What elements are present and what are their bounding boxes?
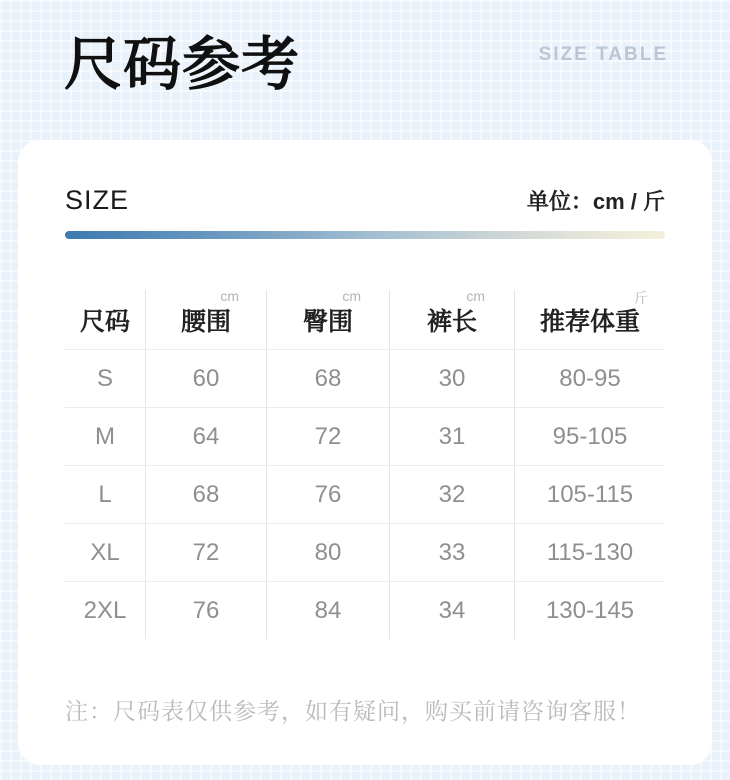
header-cell-length (389, 287, 514, 349)
header-cell-hip (266, 287, 389, 349)
cell-hip: 68 (266, 350, 389, 407)
cell-hip: 72 (266, 408, 389, 465)
cell-length: 30 (389, 350, 514, 407)
size-card (18, 140, 712, 765)
cell-waist: 76 (145, 582, 266, 639)
cell-hip: 80 (266, 524, 389, 581)
header-cell-weight (514, 290, 665, 349)
header-label: 裤长 (426, 307, 477, 336)
header-label: 推荐体重 (539, 307, 640, 336)
header-unit: 斤 (634, 289, 648, 306)
cell-hip: 76 (266, 466, 389, 523)
cell-waist: 68 (145, 466, 266, 523)
cell-waist: 72 (145, 524, 266, 581)
cell-weight: 130-145 (514, 582, 665, 639)
table-row (65, 466, 665, 524)
cell-weight: 105-115 (514, 466, 665, 523)
cell-length: 34 (389, 582, 514, 639)
unit-label: 单位：cm / 斤 (526, 189, 665, 214)
cell-length: 32 (389, 466, 514, 523)
header-label: 腰围 (180, 307, 231, 336)
section-label-size: SIZE (65, 185, 130, 215)
table-row (65, 524, 665, 582)
size-table-watermark: SIZE TABLE (538, 44, 668, 65)
card-header-row (65, 185, 665, 213)
header-cell-size (65, 290, 145, 349)
header-unit: cm (220, 287, 239, 304)
table-row (65, 350, 665, 408)
cell-size: M (95, 422, 115, 450)
cell-weight: 80-95 (514, 350, 665, 407)
table-header-row (65, 287, 665, 350)
cell-length: 33 (389, 524, 514, 581)
size-table (65, 287, 665, 639)
header-label: 尺码 (79, 307, 130, 336)
cell-size: XL (90, 538, 120, 566)
table-row (65, 408, 665, 466)
table-row (65, 582, 665, 639)
cell-size: S (96, 364, 113, 392)
accent-gradient-bar (65, 231, 665, 239)
page-title: 尺码参考 (64, 32, 301, 97)
cell-size: 2XL (83, 596, 127, 624)
cell-hip: 84 (266, 582, 389, 639)
header-unit: cm (342, 287, 361, 304)
cell-weight: 95-105 (514, 408, 665, 465)
header-label: 臀围 (302, 307, 353, 336)
cell-waist: 60 (145, 350, 266, 407)
note-text: 注：尺码表仅供参考，如有疑问，购买前请咨询客服！ (65, 698, 641, 724)
cell-length: 31 (389, 408, 514, 465)
cell-waist: 64 (145, 408, 266, 465)
header-unit: cm (466, 287, 485, 304)
cell-weight: 115-130 (514, 524, 665, 581)
cell-size: L (98, 480, 112, 508)
header-cell-waist (145, 287, 266, 349)
